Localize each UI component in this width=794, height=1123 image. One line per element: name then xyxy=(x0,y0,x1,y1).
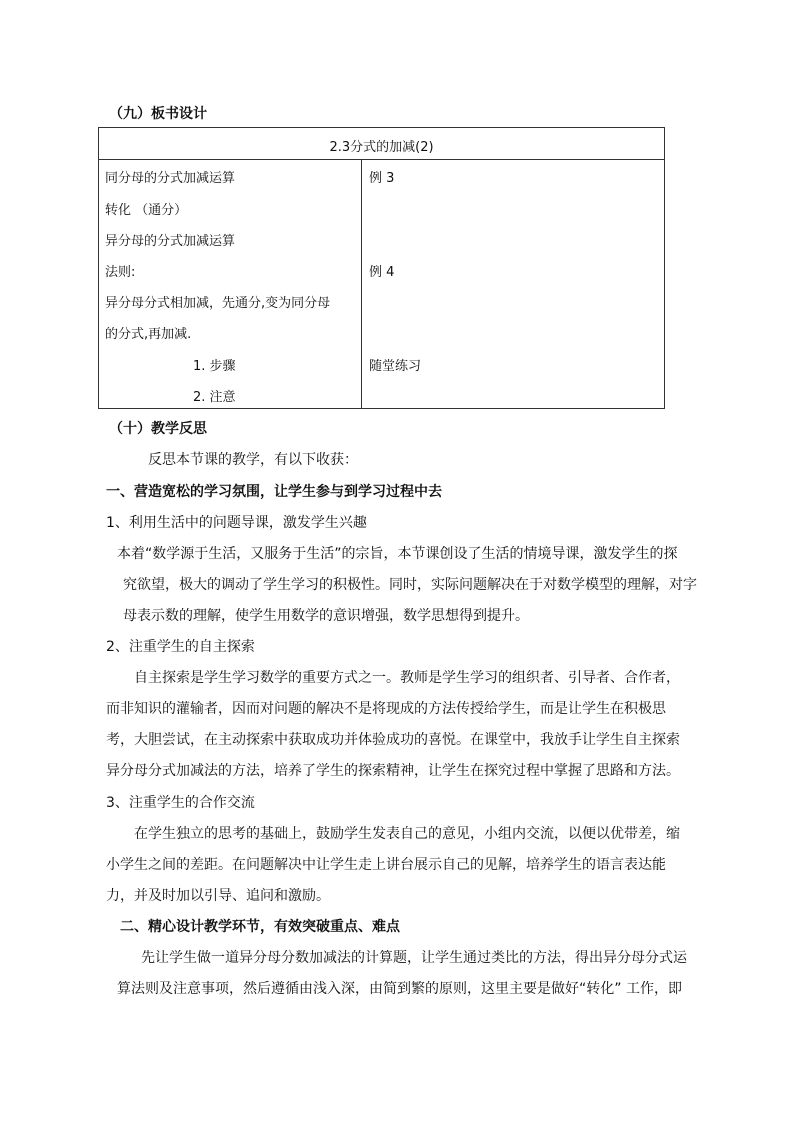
table-title: 2.3分式的加减(2) xyxy=(329,140,434,155)
left-cell-line: 异分母的分式加减运算 xyxy=(105,234,236,249)
item-3-title: 3、注重学生的合作交流 xyxy=(106,795,255,811)
right-cell-example-3: 例 3 xyxy=(369,171,395,186)
paragraph-line: 本着“数学源于生活，又服务于生活”的宗旨，本节课创设了生活的情境导课，激发学生的探 xyxy=(117,546,678,562)
part-2-title: 二、精心设计教学环节，有效突破重点、难点 xyxy=(120,919,400,935)
table-title-row xyxy=(99,128,664,160)
paragraph-line: 异分母分式加减法的方法，培养了学生的探索精神，让学生在探究过程中掌握了思路和方法。 xyxy=(106,763,680,779)
paragraph-line: 究欲望，极大的调动了学生学习的积极性。同时，实际问题解决在于对数学模型的理解，对字 xyxy=(123,577,697,593)
left-cell-step: 2. 注意 xyxy=(193,390,236,405)
section-10-heading: （十）教学反思 xyxy=(109,421,207,437)
left-cell-line: 同分母的分式加减运算 xyxy=(105,171,236,186)
right-cell-example-4: 例 4 xyxy=(369,265,395,280)
paragraph-line: 考，大胆尝试，在主动探索中获取成功并体验成功的喜悦。在课堂中，我放手让学生自主探索 xyxy=(106,732,680,748)
paragraph-line: 母表示数的理解，使学生用数学的意识增强，数学思想得到提升。 xyxy=(123,608,529,624)
paragraph-line: 力，并及时加以引导、追问和激励。 xyxy=(106,888,330,904)
item-2-title: 2、注重学生的自主探索 xyxy=(106,639,255,655)
paragraph-line: 而非知识的灌输者，因而对问题的解决不是将现成的方法传授给学生，而是让学生在积极思 xyxy=(106,701,666,717)
paragraph-line: 算法则及注意事项，然后遵循由浅入深，由简到繁的原则，这里主要是做好“转化” 工作，即 xyxy=(117,981,682,997)
table-column-divider xyxy=(361,160,362,408)
section-9-heading: （九）板书设计 xyxy=(109,106,207,122)
right-cell-practice: 随堂练习 xyxy=(369,359,422,374)
left-cell-step: 1. 步骤 xyxy=(193,359,236,374)
part-1-title: 一、营造宽松的学习氛围，让学生参与到学习过程中去 xyxy=(106,484,442,500)
paragraph-line: 先让学生做一道异分母分数加减法的计算题，让学生通过类比的方法，得出异分母分式运 xyxy=(141,950,687,966)
board-design-table xyxy=(98,127,665,409)
paragraph-line: 在学生独立的思考的基础上，鼓励学生发表自己的意见，小组内交流，以便以优带差，缩 xyxy=(134,826,680,842)
intro-line: 反思本节课的教学，有以下收获： xyxy=(148,452,358,468)
left-cell-line: 转化 （通分） xyxy=(105,203,188,218)
paragraph-line: 小学生之间的差距。在问题解决中让学生走上讲台展示自己的见解，培养学生的语言表达能 xyxy=(106,857,666,873)
item-1-title: 1、利用生活中的问题导课，激发学生兴趣 xyxy=(106,515,367,531)
left-cell-line: 的分式,再加减. xyxy=(105,327,192,342)
left-cell-line: 异分母分式相加减，先通分,变为同分母 xyxy=(105,296,331,311)
paragraph-line: 自主探索是学生学习数学的重要方式之一。教师是学生学习的组织者、引导者、合作者， xyxy=(134,670,680,686)
left-cell-line: 法则: xyxy=(105,265,136,280)
